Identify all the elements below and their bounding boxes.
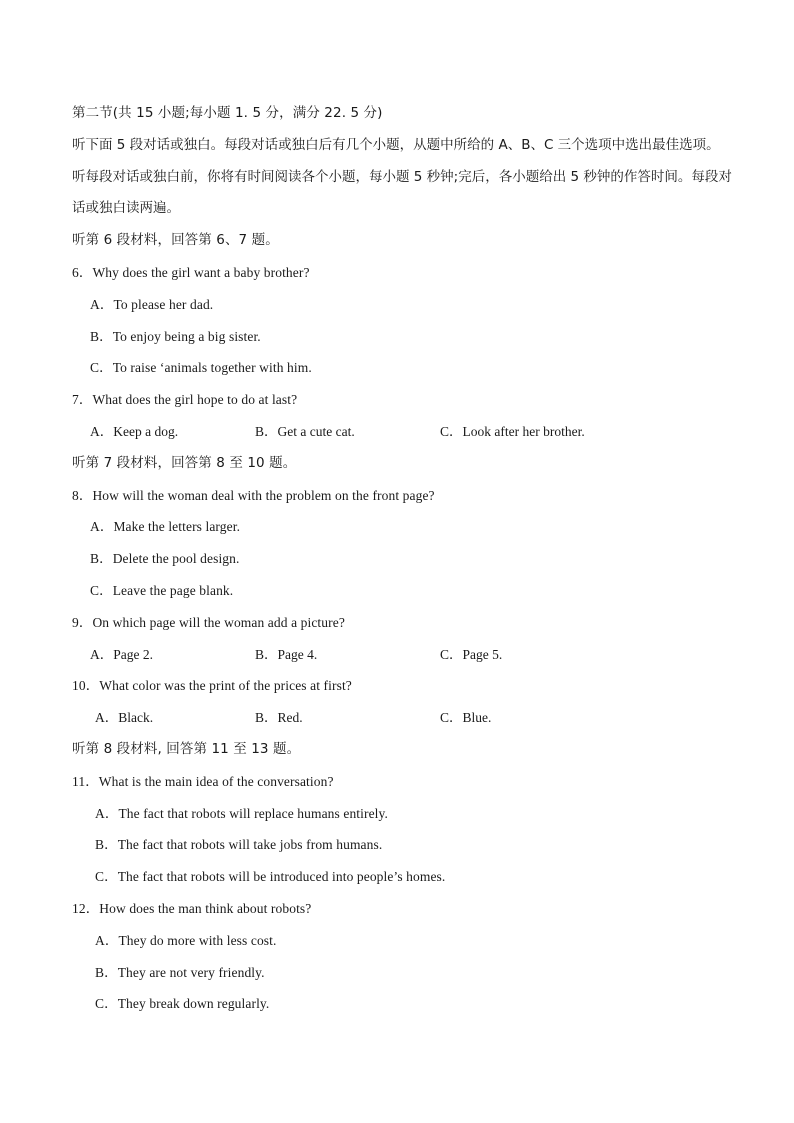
question-6-option-b: B．To enjoy being a big sister. [90, 328, 261, 344]
question-6-stem: 6．Why does the girl want a baby brother? [72, 264, 310, 280]
question-6-option-c: C．To raise ‘animals together with him. [90, 360, 312, 376]
question-10-option-c: C．Blue. [440, 710, 492, 726]
exam-page [72, 98, 732, 1020]
group-label-11-13: 听第 8 段材料, 回答第 11 至 13 题。 [72, 740, 301, 757]
question-8-stem: 8．How will the woman deal with the problem on the front page? [72, 487, 435, 503]
question-9-options [72, 639, 732, 671]
question-10-options [72, 702, 732, 734]
question-11-option-c: C．The fact that robots will be introduced into people’s homes. [95, 869, 446, 885]
question-9-option-b: B．Page 4. [255, 646, 318, 662]
section-heading: 第二节(共 15 小题;每小题 1. 5 分，满分 22. 5 分) [72, 105, 383, 121]
question-7-option-a: A．Keep a dog. [90, 423, 179, 439]
question-9-option-c: C．Page 5. [440, 646, 503, 662]
question-7-options [72, 416, 732, 448]
question-11-option-a: A．The fact that robots will replace humans entirely. [95, 805, 388, 821]
question-10-option-a: A．Black. [95, 710, 154, 726]
question-8-option-a: A．Make the letters larger. [90, 519, 241, 535]
question-12-option-b: B．They are not very friendly. [95, 964, 265, 980]
question-7-option-b: B．Get a cute cat. [255, 423, 355, 439]
question-11-option-b: B．The fact that robots will take jobs from humans. [95, 837, 383, 853]
question-12-option-a: A．They do more with less cost. [95, 932, 277, 948]
question-7-option-c: C．Look after her brother. [440, 423, 585, 439]
question-12-option-c: C．They break down regularly. [95, 996, 270, 1012]
question-6-option-a: A．To please her dad. [90, 296, 214, 312]
question-10-stem: 10．What color was the print of the prices at first? [72, 678, 352, 694]
section-instructions: 听下面 5 段对话或独白。每段对话或独白后有几个小题，从题中所给的 A、B、C 三个选项中选出最佳选项。听每段对话或独白前，你将有时间阅读各个小题，每小题 5 秒钟;完后，各小题给出 5 秒钟的作答时间。每段对话或独白读两遍。 [72, 136, 732, 217]
question-7-stem: 7．What does the girl hope to do at last? [72, 392, 298, 408]
group-label-8-10: 听第 7 段材料，回答第 8 至 10 题。 [72, 454, 297, 471]
question-8-option-b: B．Delete the pool design. [90, 551, 240, 567]
question-9-option-a: A．Page 2. [90, 646, 153, 662]
question-10-option-b: B．Red. [255, 710, 303, 726]
group-label-6-7: 听第 6 段材料，回答第 6、7 题。 [72, 232, 279, 249]
question-12-stem: 12．How does the man think about robots? [72, 900, 312, 916]
question-11-stem: 11．What is the main idea of the conversation? [72, 773, 334, 789]
question-9-stem: 9．On which page will the woman add a picture? [72, 614, 345, 630]
question-8-option-c: C．Leave the page blank. [90, 582, 234, 598]
